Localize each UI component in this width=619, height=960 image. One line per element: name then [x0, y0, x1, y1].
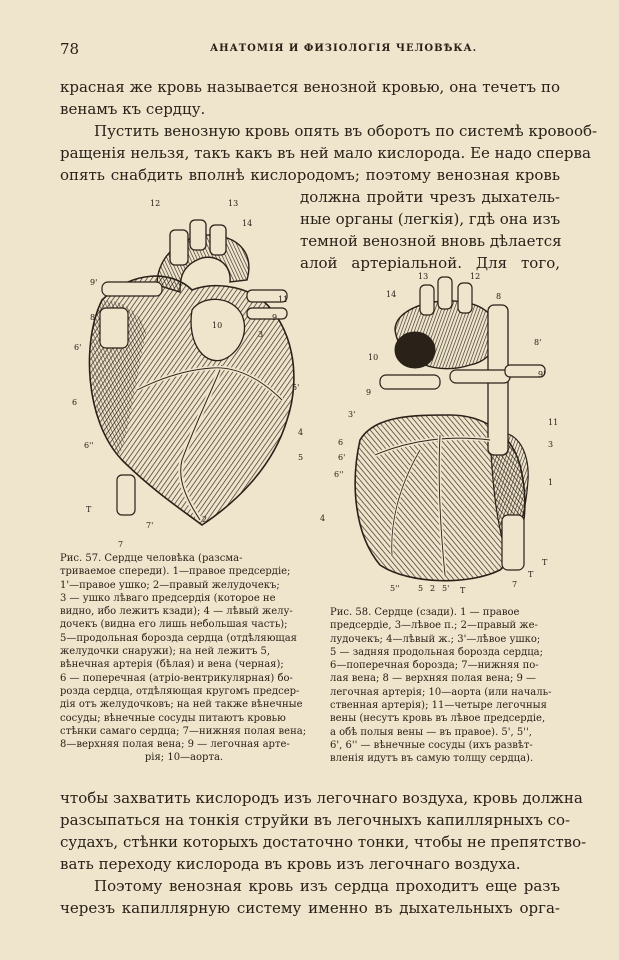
caption-line: видно, ибо лежитъ кзади); 4 — лѣвый желу-: [60, 606, 293, 618]
fig-label: 12: [150, 199, 161, 208]
caption-line: вленія идутъ въ самую толщу сердца).: [330, 753, 534, 765]
fig-label: 6': [338, 453, 346, 462]
fig-label: 7': [146, 521, 154, 530]
fig-label: 2: [202, 515, 208, 524]
fig-label: 8: [90, 313, 96, 322]
caption-line: 1'—правое ушко; 2—правый желудочекъ;: [60, 579, 280, 591]
fig-label: T: [86, 505, 92, 514]
running-head: АНАТОМІЯ И ФИЗІОЛОГІЯ ЧЕЛОВѢКА.: [210, 43, 478, 54]
fig-label: 7: [118, 540, 124, 549]
caption-line: дочекъ (видна его лишь небольшая часть);: [60, 619, 288, 631]
text-line: разсыпаться на тонкія струйки въ легочныхъ капиллярныхъ со-: [60, 811, 571, 829]
text-line: ные органы (легкія), гдѣ она изъ: [300, 210, 561, 228]
fig-label: 9: [272, 313, 278, 322]
page-header: [60, 40, 559, 60]
fig-label: 11: [278, 295, 289, 304]
caption-line: 6', 6'' — вѣнечные сосуды (ихъ развѣт-: [330, 739, 533, 751]
fig-label: 5: [418, 584, 424, 593]
page-number: 78: [60, 40, 80, 58]
caption-line: рія; 10—аорта.: [144, 752, 224, 764]
text-line: ращенія нельзя, такъ какъ въ ней мало кислорода. Ее надо сперва: [60, 144, 591, 162]
heart-back-illustration: [320, 265, 570, 595]
heart-front-illustration: [62, 190, 322, 550]
fig-label: 8: [496, 292, 502, 301]
fig-label: 6: [338, 438, 344, 447]
fig-label: 10: [368, 353, 379, 362]
fig-label: T: [460, 586, 466, 595]
fig-label: 5'': [390, 584, 400, 593]
paragraph-wrap: [300, 186, 560, 274]
caption-line: лудочекъ; 4—лѣвый ж.; 3'—лѣвое ушко;: [330, 633, 541, 645]
fig-label: 8': [534, 338, 542, 347]
caption-line: дія отъ желудочковъ; на ней также вѣнечные: [60, 699, 303, 711]
fig-label: 14: [242, 219, 253, 228]
text-line: опять снабдить вполнѣ кислородомъ; поэтому венозная кровь: [60, 166, 560, 184]
fig-label: 13: [418, 272, 429, 281]
text-line: красная же кровь называется венозной кровью, она течетъ по: [60, 78, 560, 96]
text-line: черезъ капиллярную систему именно въ дыхательныхъ орга-: [60, 899, 560, 917]
text-line: судахъ, стѣнки которыхъ достаточно тонки, чтобы не препятство-: [60, 833, 587, 851]
text-line: Пустить венозную кровь опять въ оборотъ по системѣ кровооб-: [94, 122, 598, 140]
text-line: венамъ къ сердцу.: [60, 100, 206, 118]
fig-label: 6: [72, 398, 78, 407]
caption-line: 6—поперечная борозда; 7—нижняя по-: [330, 660, 539, 672]
fig-label: 14: [386, 290, 397, 299]
caption-line: а обѣ полыя вены — въ правое). 5', 5'',: [330, 726, 532, 738]
fig-label: 6': [74, 343, 82, 352]
caption-line: сосуды; вѣнечные сосуды питаютъ кровью: [60, 712, 286, 724]
caption-line: 6 — поперечная (атріо-вентрикулярная) бо-: [60, 672, 293, 684]
fig-label: 9': [90, 278, 98, 287]
fig-label: T: [542, 558, 548, 567]
fig-label: 9': [538, 370, 546, 379]
caption-line: легочная артерія; 10—аорта (или началь-: [330, 686, 552, 698]
caption-line: Рис. 58. Сердце (сзади). 1 — правое: [330, 607, 520, 618]
fig-label: 9: [366, 388, 372, 397]
caption-line: ственная артерія); 11—четыре легочныя: [330, 700, 547, 712]
fig-label: 2: [430, 584, 436, 593]
fig-label: 5': [442, 584, 450, 593]
text-line: должна пройти чрезъ дыхатель-: [300, 188, 560, 206]
fig-label: 1: [548, 478, 554, 487]
fig-label: 3': [348, 410, 356, 419]
caption-line: 5 — задняя продольная борозда сердца;: [330, 646, 543, 658]
fig-label: T: [528, 570, 534, 579]
fig-label: 10: [212, 321, 223, 330]
caption-line: 5—продольная борозда сердца (отдѣляющая: [60, 632, 297, 644]
caption-line: Рис. 57. Сердце человѣка (разсма-: [60, 553, 243, 564]
caption-line: предсердіе, 3—лѣвое п.; 2—правый же-: [330, 620, 538, 632]
caption-line: желудочки снаружи); на ней лежитъ 5,: [60, 646, 271, 658]
caption-line: 8—верхняя полая вена; 9 — легочная арте-: [60, 739, 290, 751]
caption-line: вены (несутъ кровь въ лѣвое предсердіе,: [330, 713, 546, 725]
paragraph-bottom: [60, 787, 587, 919]
text-line: Поэтому венозная кровь изъ сердца проходитъ еще разъ: [94, 877, 560, 895]
fig-label: 13: [228, 199, 239, 208]
text-line: темной венозной вновь дѣлается: [300, 232, 562, 250]
fig-label: 4: [298, 428, 304, 437]
fig-label: 6'': [334, 470, 344, 479]
caption-line: стѣнки самаго сердца; 7—нижняя полая вена;: [60, 725, 307, 737]
caption-line: 3 — ушко лѣваго предсердія (которое не: [60, 592, 276, 604]
paragraph-top: [60, 76, 598, 186]
text-line: чтобы захватить кислородъ изъ легочнаго воздуха, кровь должна: [60, 789, 583, 807]
fig-label: 7: [512, 580, 518, 589]
fig-label: 6'': [84, 441, 94, 450]
fig-label: 12: [470, 272, 481, 281]
text-line: вать переходу кислорода въ кровь изъ легочнаго воздуха.: [60, 855, 521, 873]
fig-label: 3: [258, 330, 264, 339]
caption-line: триваемое спереди). 1—правое предсердіе;: [60, 566, 291, 578]
fig-label: 4: [320, 514, 326, 523]
fig-label: 5: [298, 453, 304, 462]
fig-label: 11: [548, 418, 559, 427]
text-line: алой артеріальной. Для того,: [300, 254, 560, 272]
fig-label: 3: [548, 440, 554, 449]
fig-label: 5': [292, 383, 300, 392]
caption-line: лая вена; 8 — верхняя полая вена; 9 —: [330, 673, 537, 685]
figure-57-caption: [60, 552, 308, 765]
figure-58-caption: [330, 606, 562, 766]
caption-line: розда сердца, отдѣляющая кругомъ предсер-: [60, 685, 300, 697]
caption-line: вѣнечная артерія (бѣлая) и вена (черная);: [60, 659, 284, 671]
